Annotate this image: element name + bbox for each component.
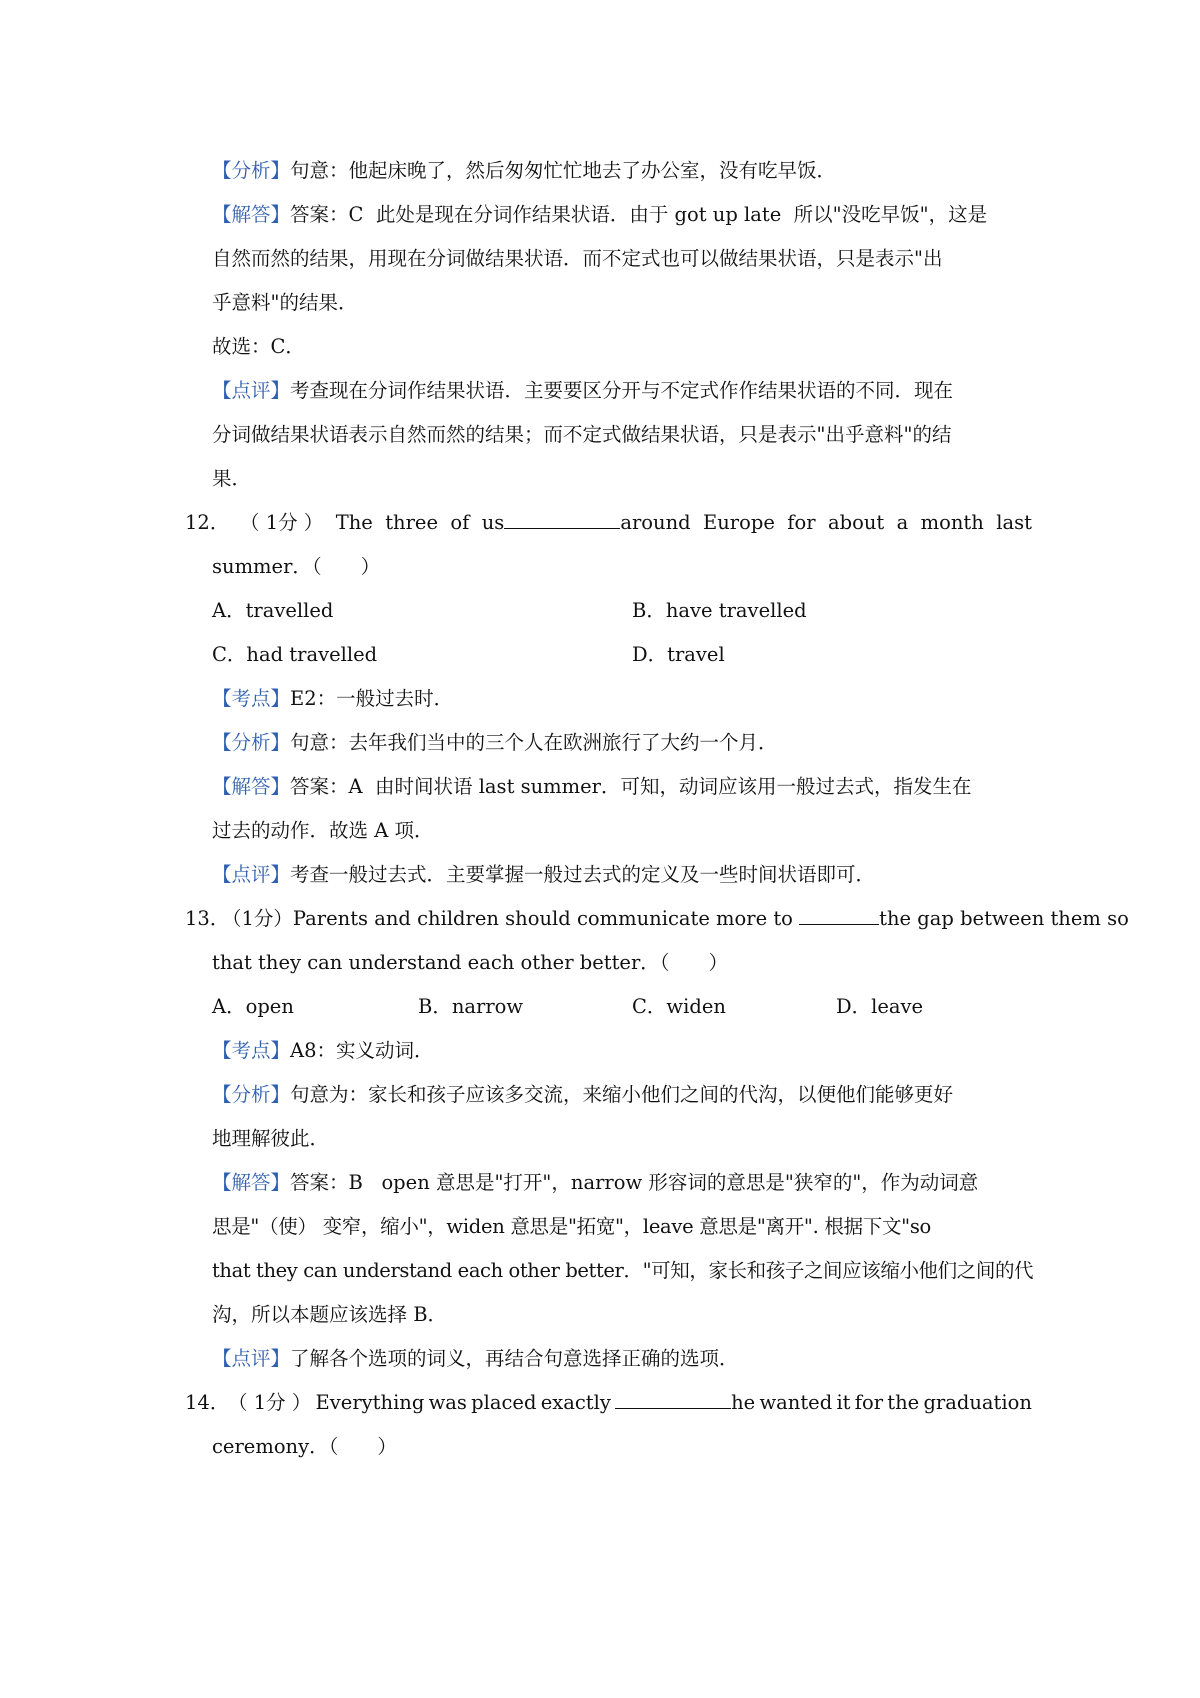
fenxi-tag: 【分析】	[212, 159, 291, 182]
q12-dianping-text: 考查一般过去式．主要掌握一般过去式的定义及一些时间状语即可．	[290, 863, 876, 886]
q13-option-b: B．narrow	[418, 995, 524, 1018]
q12-word: about	[827, 511, 885, 534]
q13-fenxi-line-1	[212, 1080, 1032, 1110]
q13-jieda-text-1: 答案：B open 意思是"打开"，narrow 形容词的意思是"狭窄的"，作为动词意	[290, 1171, 979, 1194]
q13-option-c: C．widen	[632, 995, 726, 1018]
answer-blank	[615, 1388, 731, 1409]
q12-word: for	[787, 511, 816, 534]
q14-word: wanted	[759, 1391, 833, 1414]
q12-number: 12．	[185, 511, 230, 534]
q11-fenxi	[212, 156, 1032, 186]
jieda-tag: 【解答】	[212, 1171, 291, 1194]
q12-option-a: A．travelled	[212, 599, 334, 622]
q12-score: （ 1分 ）	[240, 511, 324, 534]
q12-word: a	[896, 511, 909, 534]
q14-number: 14．	[185, 1391, 230, 1414]
q13-option-a: A．open	[212, 995, 294, 1018]
q14-word: graduation	[923, 1391, 1032, 1414]
q12-kaodian	[212, 684, 1032, 714]
q12-word: The	[335, 511, 373, 534]
q13-dianping-text: 了解各个选项的词义，再结合句意选择正确的选项．	[290, 1347, 739, 1370]
q12-stem-line-1	[240, 508, 1032, 538]
answer-blank	[504, 508, 620, 529]
q14-word: the	[887, 1391, 920, 1414]
q12-word: month	[920, 511, 984, 534]
q12-word: Europe	[703, 511, 775, 534]
fenxi-tag: 【分析】	[212, 731, 291, 754]
q11-jieda-line-3: 乎意料"的结果．	[212, 291, 358, 314]
q14-word: Everything	[315, 1391, 425, 1414]
jieda-tag: 【解答】	[212, 203, 291, 226]
kaodian-tag: 【考点】	[212, 687, 291, 710]
q12-word: three	[385, 511, 438, 534]
q13-dianping	[212, 1344, 1032, 1374]
q12-kaodian-text: E2：一般过去时．	[290, 687, 454, 710]
q12-word: around	[620, 511, 691, 534]
dianping-tag: 【点评】	[212, 863, 291, 886]
q11-dianping-line-3: 果．	[212, 467, 252, 490]
q11-dianping-text-1: 考查现在分词作结果状语．主要要区分开与不定式作作结果状语的不同．现在	[290, 379, 954, 402]
q13-stem-line-2: that they can understand each other better．（ ）	[212, 951, 729, 974]
q11-dianping-line-2: 分词做结果状语表示自然而然的结果；而不定式做结果状语，只是表示"出乎意料"的结	[212, 423, 952, 446]
q13-jieda-line-1	[212, 1168, 1032, 1198]
q11-jieda-line-1	[212, 200, 1032, 230]
answer-blank	[799, 904, 879, 925]
dianping-tag: 【点评】	[212, 1347, 291, 1370]
q12-dianping	[212, 860, 1032, 890]
q11-dianping-line-1	[212, 376, 1032, 406]
q14-word: it	[836, 1391, 851, 1414]
q12-stem-line-2: summer．（ ）	[212, 555, 381, 578]
q14-score: （ 1分 ）	[228, 1391, 312, 1414]
q12-fenxi	[212, 728, 1032, 758]
q12-word: of	[450, 511, 470, 534]
q13-option-d: D．leave	[836, 995, 924, 1018]
q12-jieda-line-1	[212, 772, 1032, 802]
q13-number: 13．	[185, 907, 230, 930]
q11-fenxi-text: 句意：他起床晚了，然后匆匆忙忙地去了办公室，没有吃早饭．	[290, 159, 837, 182]
q13-jieda-line-4: 沟，所以本题应该选择 B．	[212, 1303, 448, 1326]
q12-option-d: D．travel	[632, 643, 725, 666]
kaodian-tag: 【考点】	[212, 1039, 291, 1062]
q12-jieda-text-1: 答案：A 由时间状语 last summer．可知，动词应该用一般过去式，指发生在	[290, 775, 972, 798]
dianping-tag: 【点评】	[212, 379, 291, 402]
q14-word: placed	[471, 1391, 537, 1414]
q14-stem-line-1	[228, 1388, 1032, 1418]
q12-word: last	[996, 511, 1032, 534]
fenxi-tag: 【分析】	[212, 1083, 291, 1106]
q11-jieda-line-2: 自然而然的结果，用现在分词做结果状语．而不定式也可以做结果状语，只是表示"出	[212, 247, 943, 270]
jieda-tag: 【解答】	[212, 775, 291, 798]
q14-word: was	[428, 1391, 467, 1414]
q13-stem-line-1	[222, 904, 1129, 934]
q14-word: exactly	[540, 1391, 611, 1414]
q11-jieda-text-1: 答案：C 此处是现在分词作结果状语．由于 got up late 所以"没吃早饭"，这是	[290, 203, 988, 226]
q12-option-c: C．had travelled	[212, 643, 378, 666]
q13-fenxi-line-2: 地理解彼此．	[212, 1127, 330, 1150]
q13-jieda-line-3: that they can understand each other better．"可知，家长和孩子之间应该缩小他们之间的代	[212, 1259, 1034, 1282]
q12-jieda-line-2: 过去的动作．故选 A 项．	[212, 819, 434, 842]
q13-kaodian	[212, 1036, 1032, 1066]
q14-word: he	[731, 1391, 756, 1414]
q12-word: us	[481, 511, 505, 534]
q13-fenxi-text-1: 句意为：家长和孩子应该多交流，来缩小他们之间的代沟，以便他们能够更好	[290, 1083, 954, 1106]
q14-stem-line-2: ceremony．（ ）	[212, 1435, 397, 1458]
q11-guxuan: 故选：C．	[212, 335, 305, 358]
q13-kaodian-text: A8：实义动词．	[290, 1039, 434, 1062]
q12-option-b: B．have travelled	[632, 599, 807, 622]
q13-jieda-line-2: 思是"（使） 变窄，缩小"，widen 意思是"拓宽"，leave 意思是"离开". 根据下文"so	[212, 1215, 931, 1238]
q12-fenxi-text: 句意：去年我们当中的三个人在欧洲旅行了大约一个月．	[290, 731, 778, 754]
q13-stem-part-b: the gap between them so	[879, 907, 1129, 930]
q13-stem-part-a: （1分）Parents and children should communicate more to	[222, 907, 793, 930]
q14-word: for	[854, 1391, 884, 1414]
